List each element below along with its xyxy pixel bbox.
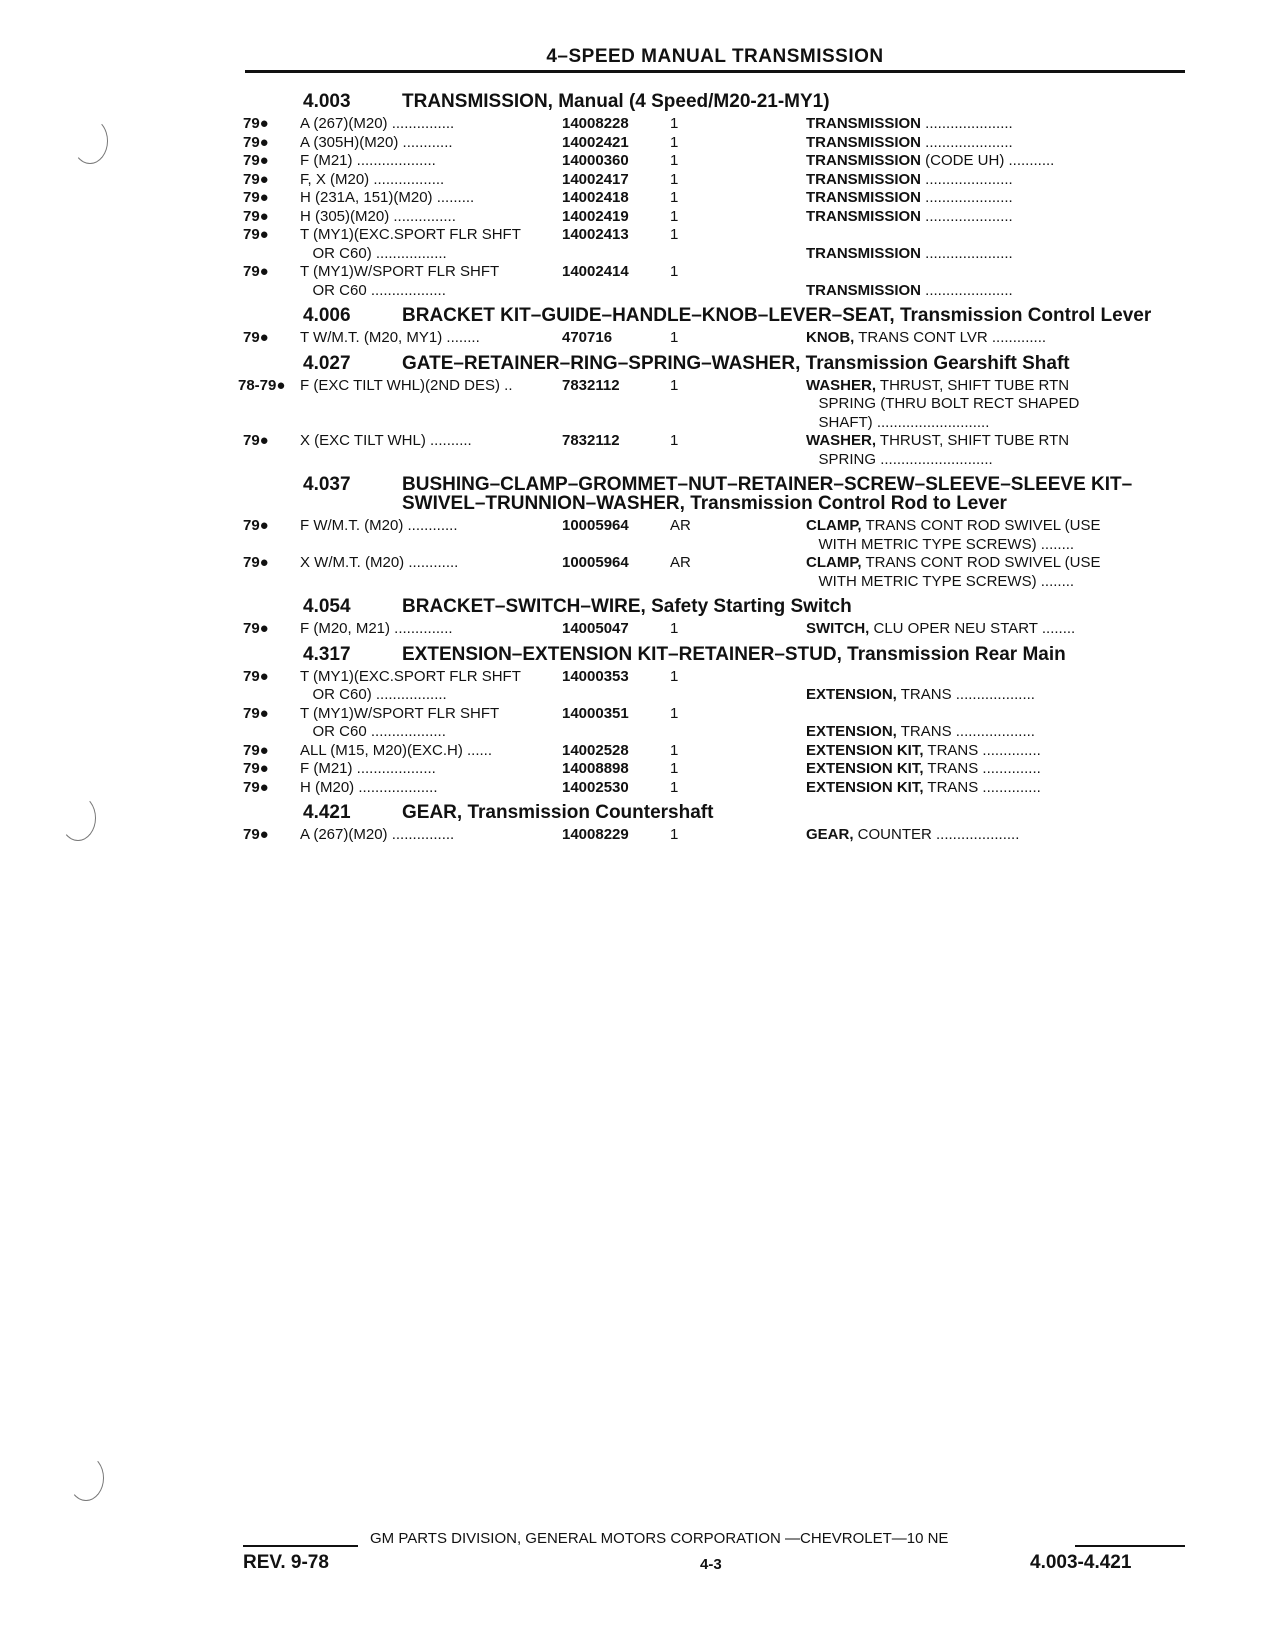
model-year: 79●	[243, 778, 269, 796]
quantity: 1	[670, 263, 679, 280]
quantity: AR	[670, 554, 691, 571]
part-row	[243, 432, 1188, 469]
description-detail: (CODE UH) ...........	[921, 152, 1055, 169]
description-detail: THRUST, SHIFT TUBE RTN SPRING (THRU BOLT RECT SHAPED SHAFT) ...........................	[818, 376, 1080, 431]
description	[806, 115, 1188, 134]
section-number: 4.003	[303, 91, 351, 112]
description-detail: TRANS CONT ROD SWIVEL (USE WITH METRIC TYPE SCREWS) ........	[818, 554, 1101, 590]
description-detail: TRANS ..............	[923, 778, 1041, 796]
footer-range: 4.003-4.421	[1030, 1552, 1132, 1573]
model-year: 79●	[243, 760, 269, 777]
quantity: 1	[670, 432, 679, 449]
part-row	[243, 115, 1188, 134]
description-name: TRANSMISSION	[806, 244, 922, 262]
model-year: 79●	[243, 207, 269, 225]
part-row	[243, 554, 1188, 591]
model-year: 79●	[243, 620, 269, 637]
part-row	[243, 208, 1188, 227]
quantity: 1	[670, 741, 679, 759]
section-heading	[243, 306, 1188, 325]
model-year: 79●	[243, 704, 269, 722]
part-number: 14002421	[562, 133, 629, 151]
section-number: 4.037	[303, 474, 351, 495]
description-name: TRANSMISSION	[806, 152, 922, 169]
part-number: 14008228	[562, 115, 629, 132]
part-row	[243, 134, 1188, 153]
quantity: 1	[670, 226, 679, 243]
part-number: 14000351	[562, 704, 629, 722]
part-number: 10005964	[562, 517, 629, 534]
description	[806, 668, 1188, 705]
section-number: 4.421	[303, 802, 351, 823]
section-title: TRANSMISSION, Manual (4 Speed/M20-21-MY1)	[402, 91, 830, 112]
punch-hole-bottom	[68, 1455, 104, 1501]
description-name: KNOB,	[806, 329, 855, 346]
application: F (M21) ...................	[300, 760, 436, 777]
application: T (MY1)W/SPORT FLR SHFT OR C60 ..................	[300, 704, 500, 740]
application: T (MY1)W/SPORT FLR SHFT OR C60 ..................	[300, 263, 500, 299]
part-row	[238, 376, 1188, 433]
title-rule	[245, 70, 1185, 73]
section-4-054	[243, 597, 1188, 639]
footer-rule-right	[1075, 1545, 1185, 1547]
section-4-006	[243, 306, 1188, 348]
description-detail: CLU OPER NEU START ........	[869, 620, 1076, 637]
model-year: 79●	[243, 826, 269, 843]
description-detail: .....................	[921, 189, 1013, 206]
application: F (M21) ...................	[300, 152, 436, 169]
section-4-317	[243, 645, 1188, 798]
part-number: 14000353	[562, 667, 629, 685]
part-row	[243, 705, 1188, 742]
part-row	[243, 189, 1188, 208]
part-row	[243, 620, 1188, 639]
part-number: 14002530	[562, 778, 629, 796]
parts-list	[238, 90, 1188, 851]
footer-rule-left	[243, 1545, 358, 1547]
description-detail: .....................	[921, 170, 1013, 188]
part-row	[243, 826, 1188, 845]
description	[806, 263, 1188, 300]
part-row	[243, 779, 1188, 798]
footer-page-number: 4-3	[700, 1556, 722, 1573]
description-name: EXTENSION KIT,	[806, 760, 924, 777]
section-title: BUSHING–CLAMP–GROMMET–NUT–RETAINER–SCREW–SLEEVE–SLEEVE KIT–SWIVEL–TRUNNION–WASHER, Transmission Control Rod to Lever	[402, 474, 1133, 514]
description-name: TRANSMISSION	[806, 189, 922, 206]
model-year: 79●	[243, 263, 269, 280]
description	[806, 329, 1188, 348]
application: A (305H)(M20) ............	[300, 133, 453, 151]
part-number: 14008898	[562, 760, 629, 777]
part-number: 14002419	[562, 207, 629, 225]
part-number: 10005964	[562, 554, 629, 571]
part-number: 7832112	[562, 376, 620, 394]
part-number: 14000360	[562, 152, 629, 169]
description-name: CLAMP,	[806, 517, 862, 534]
description-detail: TRANS ...................	[896, 723, 1035, 740]
quantity: 1	[670, 170, 679, 188]
description-detail: TRANS ..............	[923, 760, 1041, 777]
description-name: GEAR,	[806, 826, 854, 843]
section-4-003	[243, 92, 1188, 300]
quantity: 1	[670, 329, 679, 346]
application: H (M20) ...................	[300, 778, 438, 796]
section-4-027	[238, 352, 1188, 470]
part-row	[243, 517, 1188, 554]
part-number: 14002413	[562, 226, 629, 243]
model-year: 79●	[243, 152, 269, 169]
part-row	[243, 760, 1188, 779]
model-year: 79●	[243, 741, 269, 759]
part-row	[243, 329, 1188, 348]
description-name: EXTENSION KIT,	[806, 778, 924, 796]
quantity: 1	[670, 778, 679, 796]
description-name: WASHER,	[806, 376, 877, 394]
model-year: 79●	[243, 133, 269, 151]
quantity: 1	[670, 115, 679, 132]
part-number: 14002417	[562, 170, 629, 188]
part-row	[243, 742, 1188, 761]
description-detail: TRANS CONT LVR .............	[854, 329, 1047, 346]
part-number: 7832112	[562, 432, 620, 449]
model-year: 79●	[243, 115, 269, 132]
description-name: SWITCH,	[806, 620, 870, 637]
description	[806, 152, 1188, 171]
part-number: 14002414	[562, 263, 629, 280]
section-heading	[243, 475, 1188, 513]
description-detail: TRANS ..............	[923, 741, 1041, 759]
quantity: 1	[670, 704, 679, 722]
application: F (M20, M21) ..............	[300, 620, 453, 637]
description	[806, 377, 1188, 433]
section-4-421	[243, 803, 1188, 845]
application: X (EXC TILT WHL) ..........	[300, 432, 472, 449]
description-detail: COUNTER ....................	[853, 826, 1020, 843]
section-title: EXTENSION–EXTENSION KIT–RETAINER–STUD, Transmission Rear Main	[402, 643, 1066, 665]
description-name: EXTENSION,	[806, 723, 897, 740]
application: X W/M.T. (M20) ............	[300, 554, 459, 571]
application: F (EXC TILT WHL)(2ND DES) ..	[300, 376, 513, 394]
description-name: TRANSMISSION	[806, 133, 922, 151]
quantity: 1	[670, 189, 679, 206]
model-year: 78-79●	[238, 376, 286, 394]
application: A (267)(M20) ...............	[300, 115, 455, 132]
description	[806, 760, 1188, 779]
description	[806, 208, 1188, 227]
description	[806, 134, 1188, 153]
part-row	[243, 668, 1188, 705]
application: T (MY1)(EXC.SPORT FLR SHFT OR C60) .................	[300, 667, 521, 703]
application: ALL (M15, M20)(EXC.H) ......	[300, 741, 492, 759]
part-number: 14002418	[562, 189, 629, 206]
description-name: EXTENSION,	[806, 686, 897, 703]
description-name: TRANSMISSION	[806, 115, 922, 132]
application: A (267)(M20) ...............	[300, 826, 455, 843]
model-year: 79●	[243, 432, 269, 449]
description-name: EXTENSION KIT,	[806, 741, 924, 759]
section-heading	[243, 92, 1188, 111]
description-detail: TRANS CONT ROD SWIVEL (USE WITH METRIC TYPE SCREWS) ........	[818, 517, 1101, 553]
description	[806, 226, 1188, 263]
description-detail: TRANS ...................	[896, 686, 1035, 703]
description-name: CLAMP,	[806, 554, 862, 571]
part-row	[243, 171, 1188, 190]
description	[806, 779, 1188, 798]
section-heading	[243, 597, 1188, 616]
description	[806, 189, 1188, 208]
part-row	[243, 263, 1188, 300]
section-number: 4.027	[303, 352, 351, 374]
punch-hole-top	[72, 118, 108, 164]
footer-publisher: GM PARTS DIVISION, GENERAL MOTORS CORPORATION —CHEVROLET—10 NE	[370, 1530, 949, 1547]
description-detail: .....................	[921, 115, 1013, 132]
page-title: 4–SPEED MANUAL TRANSMISSION	[546, 46, 884, 67]
model-year: 79●	[243, 517, 269, 534]
application: T (MY1)(EXC.SPORT FLR SHFT OR C60) .................	[300, 226, 521, 262]
quantity: 1	[670, 826, 679, 843]
quantity: 1	[670, 207, 679, 225]
part-row	[243, 226, 1188, 263]
section-title: GEAR, Transmission Countershaft	[402, 802, 714, 823]
description-name: TRANSMISSION	[806, 207, 922, 225]
model-year: 79●	[243, 170, 269, 188]
model-year: 79●	[243, 667, 269, 685]
section-title: BRACKET–SWITCH–WIRE, Safety Starting Switch	[402, 596, 852, 617]
application: F, X (M20) .................	[300, 170, 445, 188]
description-detail: .....................	[921, 133, 1013, 151]
description-detail: .....................	[921, 244, 1013, 262]
punch-hole-middle	[60, 795, 96, 841]
section-title: GATE–RETAINER–RING–SPRING–WASHER, Transmission Gearshift Shaft	[402, 352, 1070, 374]
application: T W/M.T. (M20, MY1) ........	[300, 329, 480, 346]
application: H (231A, 151)(M20) .........	[300, 189, 475, 206]
model-year: 79●	[243, 554, 269, 571]
description	[806, 171, 1188, 190]
description	[806, 620, 1188, 639]
quantity: 1	[670, 133, 679, 151]
part-row	[243, 152, 1188, 171]
part-number: 14002528	[562, 741, 629, 759]
description-detail: .....................	[921, 207, 1013, 225]
quantity: AR	[670, 517, 691, 534]
description	[806, 826, 1188, 845]
section-number: 4.054	[303, 596, 351, 617]
application: H (305)(M20) ...............	[300, 207, 456, 225]
description	[806, 554, 1188, 591]
model-year: 79●	[243, 226, 269, 243]
quantity: 1	[670, 152, 679, 169]
description-detail: .....................	[921, 281, 1013, 299]
section-heading	[243, 354, 1188, 373]
description-detail: THRUST, SHIFT TUBE RTN SPRING ...........................	[818, 432, 1070, 468]
part-number: 14008229	[562, 826, 629, 843]
model-year: 79●	[243, 329, 269, 346]
quantity: 1	[670, 620, 679, 637]
section-heading	[243, 645, 1188, 664]
description-name: TRANSMISSION	[806, 281, 922, 299]
section-heading	[243, 803, 1188, 822]
description	[806, 742, 1188, 761]
part-number: 470716	[562, 329, 613, 346]
section-number: 4.006	[303, 305, 351, 326]
quantity: 1	[670, 760, 679, 777]
description-name: TRANSMISSION	[806, 170, 922, 188]
footer-revision: REV. 9-78	[243, 1552, 329, 1573]
section-4-037	[243, 475, 1188, 591]
section-title: BRACKET KIT–GUIDE–HANDLE–KNOB–LEVER–SEAT, Transmission Control Lever	[402, 305, 1152, 326]
section-number: 4.317	[303, 643, 351, 665]
application: F W/M.T. (M20) ............	[300, 517, 458, 534]
description	[806, 517, 1188, 554]
quantity: 1	[670, 376, 679, 394]
description	[806, 705, 1188, 742]
quantity: 1	[670, 667, 679, 685]
description	[806, 432, 1188, 469]
description-name: WASHER,	[806, 432, 877, 449]
model-year: 79●	[243, 189, 269, 206]
part-number: 14005047	[562, 620, 629, 637]
